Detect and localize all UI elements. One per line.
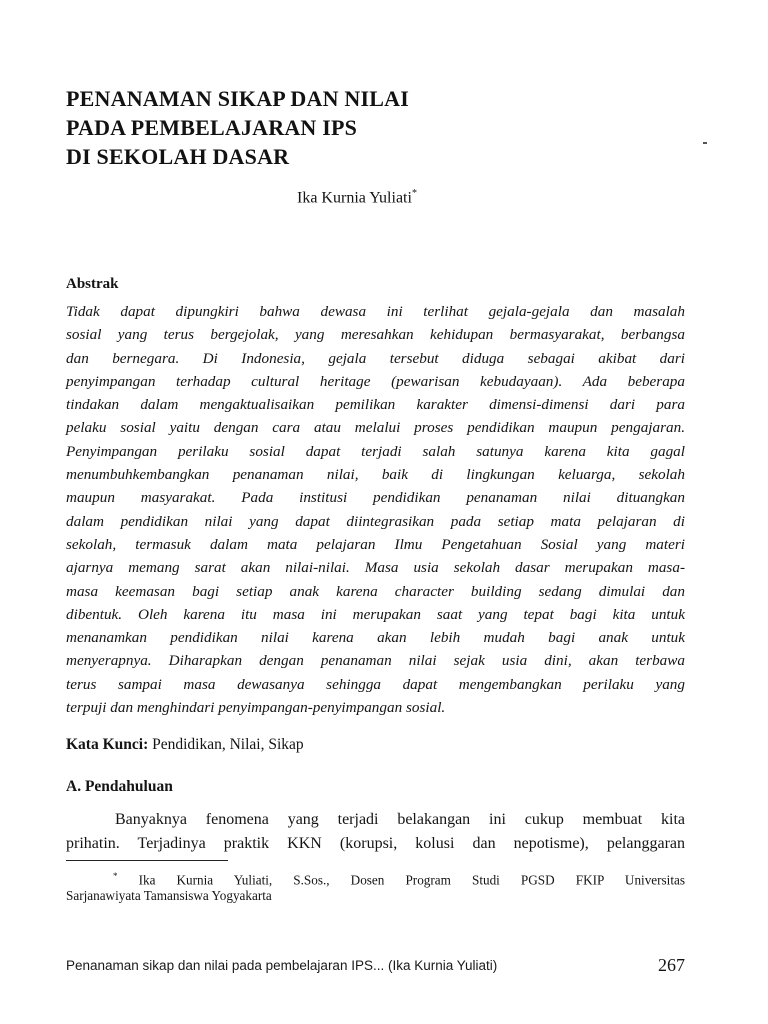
abstract-line: maupun masyarakat. Pada institusi pendidikan penanaman nilai dituangkan — [66, 489, 685, 507]
abstract-body — [66, 300, 685, 719]
abstract-line: menumbuhkembangkan penanaman nilai, baik di lingkungan keluarga, sekolah — [66, 466, 685, 484]
abstract-heading: Abstrak — [66, 276, 119, 292]
abstract-line: dibentuk. Oleh karena itu masa ini merupakan saat yang tepat bagi kita untuk — [66, 605, 685, 623]
abstract-line: terpuji dan menghindari penyimpangan-penyimpangan sosial. — [66, 699, 446, 717]
abstract-line: terus sampai masa dewasanya sehingga dapat mengembangkan perilaku yang — [66, 675, 685, 693]
author-name: Ika Kurnia Yuliati — [297, 189, 412, 207]
paper-title — [66, 84, 626, 171]
abstract-line: Penyimpangan perilaku sosial dapat terjadi salah satunya karena kita gagal — [66, 442, 685, 460]
body-line: Banyaknya fenomena yang terjadi belakangan ini cukup membuat kita — [115, 811, 685, 828]
keywords-label: Kata Kunci: — [66, 736, 149, 753]
footnote-line — [66, 866, 685, 886]
section-body — [66, 808, 685, 856]
scan-speck — [703, 142, 707, 144]
keywords — [66, 736, 304, 754]
abstract-line: menyerapnya. Diharapkan dengan penanaman nilai sejak usia dini, akan terbawa — [66, 652, 685, 670]
running-footer: Penanaman sikap dan nilai pada pembelajaran IPS... (Ika Kurnia Yuliati) — [66, 958, 498, 973]
abstract-line: menanamkan pendidikan nilai karena akan lebih mudah bagi anak untuk — [66, 629, 685, 647]
abstract-line: masa keemasan bagi setiap anak karena character building sedang dimulai dan — [66, 582, 685, 600]
body-line: prihatin. Terjadinya praktik KKN (korupsi, kolusi dan nepotisme), pelanggaran — [66, 835, 685, 852]
author-footnote-marker: * — [411, 188, 417, 199]
keywords-value: Pendidikan, Nilai, Sikap — [152, 736, 304, 753]
abstract-line: ajarnya memang sarat akan nilai-nilai. Masa usia sekolah dasar merupakan masa- — [66, 559, 685, 577]
footnote-divider — [66, 860, 228, 861]
abstract-line: pelaku sosial yaitu dengan cara atau melalui proses pendidikan maupun pengajaran. — [66, 419, 685, 437]
abstract-line: dalam pendidikan nilai yang dapat diintegrasikan pada setiap mata pelajaran di — [66, 512, 685, 530]
abstract-line: dan bernegara. Di Indonesia, gejala tersebut diduga sebagai akibat dari — [66, 349, 685, 367]
author-line — [297, 188, 417, 207]
footnote-line: Sarjanawiyata Tamansiswa Yogyakarta — [66, 888, 272, 903]
page-number: 267 — [658, 955, 685, 975]
title-line: PADA PEMBELAJARAN IPS — [66, 115, 358, 140]
footnote-marker: * — [113, 871, 118, 881]
abstract-line: sekolah, termasuk dalam mata pelajaran Ilmu Pengetahuan Sosial yang materi — [66, 535, 685, 553]
title-line: DI SEKOLAH DASAR — [66, 144, 290, 169]
abstract-line: sosial yang terus bergejolak, yang meresahkan kehidupan bermasyarakat, berbangsa — [66, 326, 685, 344]
footnote-text: Ika Kurnia Yuliati, S.Sos., Dosen Program Studi PGSD FKIP Universitas — [138, 872, 685, 888]
section-heading: A. Pendahuluan — [66, 778, 173, 795]
abstract-line: penyimpangan terhadap cultural heritage (pewarisan kebudayaan). Ada beberapa — [66, 372, 685, 390]
footnote — [66, 866, 685, 906]
title-line: PENANAMAN SIKAP DAN NILAI — [66, 86, 409, 111]
abstract-line: tindakan dalam mengaktualisaikan pemilikan karakter dimensi-dimensi dari para — [66, 396, 685, 414]
abstract-line: Tidak dapat dipungkiri bahwa dewasa ini terlihat gejala-gejala dan masalah — [66, 303, 685, 320]
